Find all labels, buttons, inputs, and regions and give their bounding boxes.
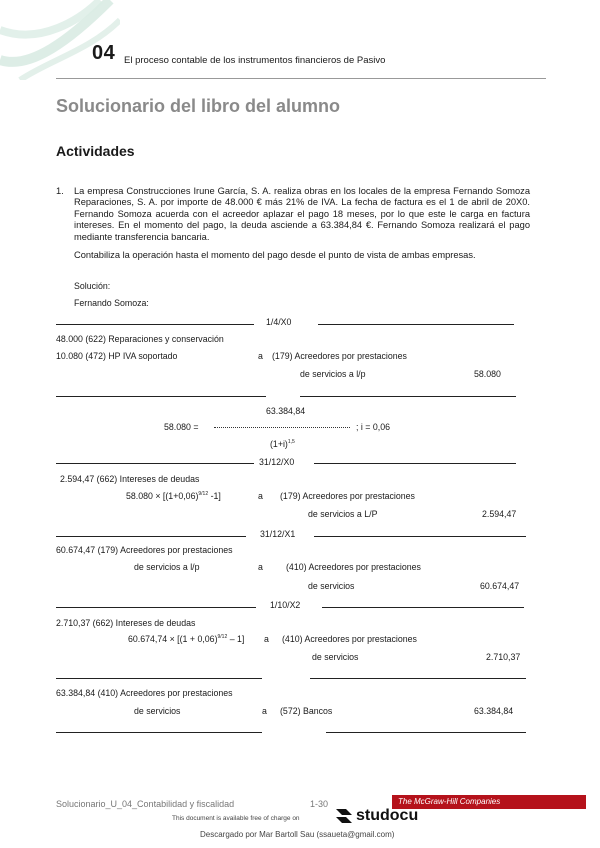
chapter-number: 04: [92, 42, 116, 64]
debit-line: 2.594,47 (662) Intereses de deudas: [60, 474, 200, 484]
credit-line: (410) Acreedores por prestaciones: [282, 634, 417, 644]
journal-rule: [314, 536, 526, 537]
credit-line: (179) Acreedores por prestaciones: [272, 351, 407, 361]
journal-rule: [56, 324, 254, 325]
page-title: Solucionario del libro del alumno: [56, 96, 341, 116]
debit-line: 2.710,37 (662) Intereses de deudas: [56, 618, 196, 628]
a-connector: a: [258, 351, 263, 361]
journal-rule: [56, 463, 254, 464]
credit-line: (179) Acreedores por prestaciones: [280, 491, 415, 501]
publisher-logo: The McGraw-Hill Companies: [392, 795, 586, 809]
credit-line: de servicios a l/p: [300, 369, 366, 379]
section-title: Actividades: [56, 143, 135, 159]
credit-line: de servicios: [308, 581, 355, 591]
a-connector: a: [264, 634, 269, 644]
credit-line: (410) Acreedores por prestaciones: [286, 562, 421, 572]
debit-line: de servicios a l/p: [134, 562, 200, 572]
credit-amount: 2.710,37: [486, 652, 521, 662]
credit-amount: 58.080: [474, 369, 501, 379]
credit-line: de servicios: [312, 652, 359, 662]
entry-date: 1/4/X0: [266, 317, 292, 327]
journal-rule: [322, 607, 524, 608]
debit-line: 48.000 (622) Reparaciones y conservación: [56, 334, 224, 344]
company-label: Fernando Somoza:: [74, 298, 149, 308]
exercise-task: Contabiliza la operación hasta el momento del pago desde el punto de vista de ambas empresas.: [74, 250, 476, 260]
solution-label: Solución:: [74, 281, 111, 291]
formula-rhs: ; i = 0,06: [356, 422, 390, 432]
journal-rule: [300, 396, 516, 397]
journal-rule: [318, 324, 514, 325]
header-divider: [56, 78, 546, 79]
journal-rule: [56, 396, 266, 397]
journal-rule: [310, 678, 526, 679]
a-connector: a: [258, 491, 263, 501]
journal-rule: [56, 678, 262, 679]
journal-rule: [56, 732, 262, 733]
credit-line: (572) Bancos: [280, 706, 333, 716]
footer-file-name: Solucionario_U_04_Contabilidad y fiscalidad: [56, 799, 235, 809]
a-connector: a: [258, 562, 263, 572]
debit-line: de servicios: [134, 706, 181, 716]
exercise-statement: La empresa Construcciones Irune García, S. A. realiza obras en los locales de la empresa Fernando Somoza Reparaciones, S. A. por importe de 48.000 € más 21% de IVA. La fecha de factura es el 1 de abril de 20X0. Fernando Somoza acuerda con el acreedor aplazar el pago 18 meses, por lo que este le carga en factura intereses. En el momento del pago, la deuda asciende a 63.384,84 €. Fernando Somoza realizará el pago mediante transferencia bancaria.: [74, 186, 530, 242]
download-notice: Descargado por Mar Bartoll Sau (ssaueta@gmail.com): [200, 830, 395, 839]
journal-rule: [56, 607, 256, 608]
interest-calc: $58.080 \times [(1+0,06)^{9/12}$ -1]: [126, 491, 221, 501]
journal-rule: [326, 732, 526, 733]
debit-line: 63.384,84 (410) Acreedores por prestaciones: [56, 688, 233, 698]
studocu-brand[interactable]: studocu: [356, 807, 419, 824]
formula-fraction-bar: [214, 427, 350, 428]
exercise-number: 1.: [56, 186, 64, 196]
credit-line: de servicios a L/P: [308, 509, 378, 519]
debit-line: 10.080 (472) HP IVA soportado: [56, 351, 178, 361]
entry-date: 31/12/X0: [259, 457, 295, 467]
studocu-logo-icon: [334, 805, 354, 827]
corner-swirl-decoration: [0, 0, 120, 80]
free-notice: This document is available free of charge on: [172, 815, 300, 822]
formula-lhs: 58.080 =: [164, 422, 199, 432]
chapter-title: El proceso contable de los instrumentos financieros de Pasivo: [124, 55, 386, 66]
debit-line: 60.674,47 (179) Acreedores por prestaciones: [56, 545, 233, 555]
interest-calc: $60.674,74 \times [(1 + 0,06)^{9/12} - 1]$: [128, 634, 245, 644]
entry-date: 1/10/X2: [270, 600, 301, 610]
a-connector: a: [262, 706, 267, 716]
formula-numerator: 63.384,84: [266, 406, 306, 416]
formula-denominator: $(1+i)^{1,5}$: [270, 439, 295, 449]
footer-page-number: 1-30: [310, 799, 329, 809]
journal-rule: [56, 536, 246, 537]
journal-rule: [314, 463, 516, 464]
credit-amount: 60.674,47: [480, 581, 520, 591]
entry-date: 31/12/X1: [260, 529, 296, 539]
credit-amount: 2.594,47: [482, 509, 517, 519]
credit-amount: 63.384,84: [474, 706, 514, 716]
